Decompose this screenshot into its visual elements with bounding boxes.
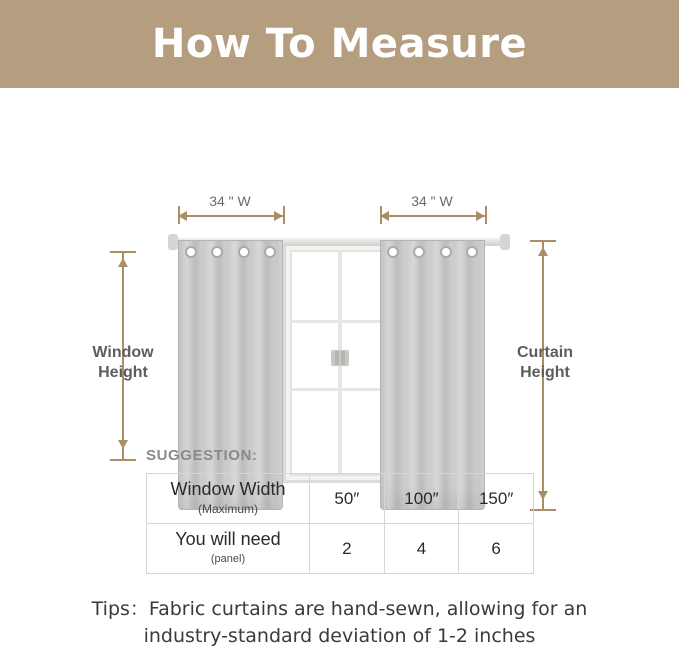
row-label-panels-needed bbox=[147, 524, 310, 574]
curtain-height-label-line1: Curtain bbox=[517, 344, 573, 361]
row-label-sub: (panel) bbox=[210, 552, 246, 565]
suggestion-table bbox=[146, 473, 534, 574]
cell-panels-3: 6 bbox=[459, 524, 534, 574]
window-height-arrowhead-top bbox=[118, 258, 128, 267]
width-dimension-label-right: 34 " W bbox=[411, 193, 453, 209]
grommet-icon bbox=[466, 246, 478, 258]
rod-finial-left-icon bbox=[168, 234, 178, 250]
cell-panels-1: 2 bbox=[310, 524, 385, 574]
grommet-icon bbox=[185, 246, 197, 258]
grommet-row-right bbox=[380, 246, 485, 258]
row-label-sub: (Maximum) bbox=[198, 501, 258, 516]
width-arrowhead-left-end bbox=[274, 211, 283, 221]
measure-diagram bbox=[0, 88, 679, 438]
window-height-label bbox=[68, 343, 178, 383]
cell-window-width-3: 150″ bbox=[459, 474, 534, 524]
table-row bbox=[147, 474, 534, 524]
cell-window-width-2: 100″ bbox=[384, 474, 459, 524]
window-height-label-line2: Height bbox=[98, 364, 148, 381]
width-tick-right-end bbox=[485, 206, 487, 224]
cell-panels-2: 4 bbox=[384, 524, 459, 574]
window-handle-icon bbox=[331, 350, 349, 366]
window-height-tick-bottom bbox=[110, 459, 136, 461]
window-mullion-horizontal-1 bbox=[290, 320, 389, 323]
page-title: How To Measure bbox=[151, 21, 528, 67]
curtain-panel-left bbox=[178, 240, 283, 510]
tips-line1: Fabric curtains are hand-sewn, allowing for an bbox=[148, 598, 588, 620]
window-mullion-horizontal-2 bbox=[290, 388, 389, 391]
curtain-height-label-line2: Height bbox=[520, 364, 570, 381]
suggestion-heading: SUGGESTION: bbox=[146, 447, 258, 464]
header-banner bbox=[0, 0, 679, 88]
grommet-icon bbox=[264, 246, 276, 258]
grommet-icon bbox=[387, 246, 399, 258]
table-row bbox=[147, 524, 534, 574]
row-label-text: Window Width bbox=[170, 478, 286, 499]
window-height-label-line1: Window bbox=[92, 344, 154, 361]
width-arrowhead-right-start bbox=[380, 211, 389, 221]
row-label-window-width bbox=[147, 474, 310, 524]
tips-label: Tips： bbox=[91, 598, 149, 620]
tips-section bbox=[0, 596, 679, 650]
row-label-text: You will need bbox=[175, 528, 281, 549]
grommet-icon bbox=[440, 246, 452, 258]
width-arrowhead-left-start bbox=[178, 211, 187, 221]
curtain-height-arrowhead-bottom bbox=[538, 491, 548, 500]
width-dimension-label-left: 34 " W bbox=[209, 193, 251, 209]
width-arrow-line-left bbox=[178, 215, 283, 217]
rod-finial-right-icon bbox=[500, 234, 510, 250]
grommet-icon bbox=[238, 246, 250, 258]
grommet-icon bbox=[413, 246, 425, 258]
grommet-row-left bbox=[178, 246, 283, 258]
cell-window-width-1: 50″ bbox=[310, 474, 385, 524]
curtain-panel-right bbox=[380, 240, 485, 510]
grommet-icon bbox=[211, 246, 223, 258]
width-arrowhead-right-end bbox=[476, 211, 485, 221]
window-height-arrowhead-bottom bbox=[118, 440, 128, 449]
curtain-height-arrowhead-top bbox=[538, 247, 548, 256]
width-arrow-line-right bbox=[380, 215, 485, 217]
width-tick-left-end bbox=[283, 206, 285, 224]
tips-line2: industry-standard deviation of 1-2 inches bbox=[143, 625, 536, 647]
curtain-height-label bbox=[490, 343, 600, 383]
